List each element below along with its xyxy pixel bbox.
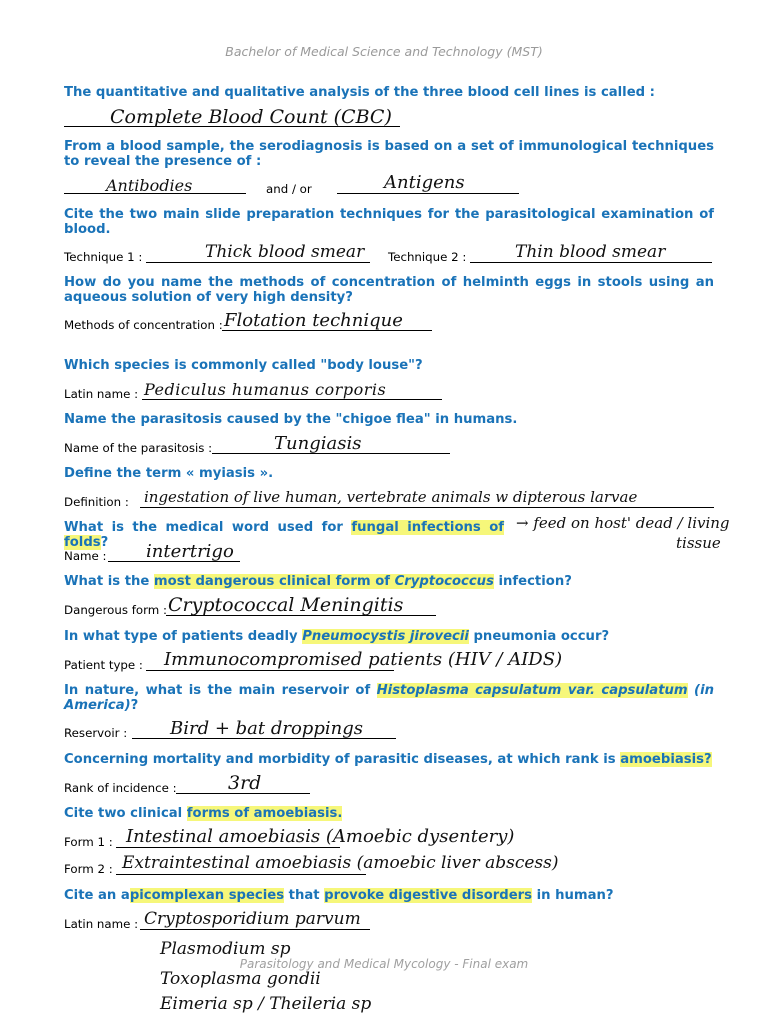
patient-type-label: Patient type : bbox=[64, 658, 143, 672]
handwritten-answer: Antigens bbox=[384, 172, 465, 193]
question-11: In nature, what is the main reservoir of Histoplasma capsulatum var. capsulatum (in America)? bbox=[64, 683, 714, 713]
question-2: From a blood sample, the serodiagnosis is based on a set of immunological techniques to reveal the presence of : bbox=[64, 139, 714, 169]
handwritten-answer: Complete Blood Count (CBC) bbox=[110, 106, 392, 128]
handwritten-answer: intertrigo bbox=[146, 541, 234, 562]
question-7: Define the term « myiasis ». bbox=[64, 466, 274, 481]
rank-label: Rank of incidence : bbox=[64, 781, 177, 795]
handwritten-answer: Thick blood smear bbox=[205, 242, 365, 262]
handwritten-answer: 3rd bbox=[228, 772, 262, 794]
dangerous-form-label: Dangerous form : bbox=[64, 603, 167, 617]
handwritten-answer: Cryptococcal Meningitis bbox=[168, 594, 404, 616]
name-label: Name : bbox=[64, 549, 107, 563]
form-1-label: Form 1 : bbox=[64, 835, 113, 849]
question-5: Which species is commonly called "body louse"? bbox=[64, 358, 423, 373]
technique-1-label: Technique 1 : bbox=[64, 250, 143, 264]
question-3: Cite the two main slide preparation techniques for the parasitological examination of blood. bbox=[64, 207, 714, 237]
handwritten-answer: Extraintestinal amoebiasis (amoebic liver abscess) bbox=[122, 853, 559, 873]
reservoir-label: Reservoir : bbox=[64, 726, 128, 740]
answer-line bbox=[116, 874, 366, 875]
question-13: Cite two clinical forms of amoebiasis. bbox=[64, 806, 343, 821]
handwritten-answer: Intestinal amoebiasis (Amoebic dysentery) bbox=[126, 826, 515, 847]
handwritten-answer: ingestation of live human, vertebrate animals w dipterous larvae bbox=[144, 488, 638, 506]
page-footer: Parasitology and Medical Mycology - Final exam bbox=[239, 957, 529, 971]
handwritten-answer: Toxoplasma gondii bbox=[160, 969, 321, 989]
question-10: In what type of patients deadly Pneumocystis jirovecii pneumonia occur? bbox=[64, 629, 610, 644]
handwritten-answer-continued: → feed on host' dead / living bbox=[516, 514, 730, 532]
handwritten-answer: Pediculus humanus corporis bbox=[144, 380, 387, 399]
question-9: What is the most dangerous clinical form of Cryptococcus infection? bbox=[64, 574, 572, 589]
handwritten-answer: Tungiasis bbox=[274, 433, 362, 454]
answer-line bbox=[146, 262, 370, 263]
form-2-label: Form 2 : bbox=[64, 862, 113, 876]
handwritten-answer: Immunocompromised patients (HIV / AIDS) bbox=[164, 649, 563, 670]
question-8: What is the medical word used for fungal infections of folds? bbox=[64, 520, 504, 550]
handwritten-answer-continued: tissue bbox=[676, 534, 721, 552]
question-6: Name the parasitosis caused by the "chigoe flea" in humans. bbox=[64, 412, 518, 427]
answer-line bbox=[146, 670, 394, 671]
handwritten-answer: Thin blood smear bbox=[515, 242, 666, 262]
answer-line bbox=[470, 262, 712, 263]
parasitosis-label: Name of the parasitosis : bbox=[64, 441, 213, 455]
answer-line bbox=[140, 929, 370, 930]
question-4: How do you name the methods of concentration of helminth eggs in stools using an aqueous solution of very high density? bbox=[64, 275, 714, 305]
answer-line bbox=[142, 399, 442, 400]
handwritten-answer: Bird + bat droppings bbox=[170, 718, 363, 739]
answer-line bbox=[116, 847, 340, 848]
page-header: Bachelor of Medical Science and Technology (MST) bbox=[225, 44, 543, 59]
handwritten-answer: Antibodies bbox=[106, 176, 193, 195]
methods-label: Methods of concentration : bbox=[64, 318, 223, 332]
technique-2-label: Technique 2 : bbox=[388, 250, 467, 264]
question-12: Concerning mortality and morbidity of parasitic diseases, at which rank is amoebiasis? bbox=[64, 752, 712, 767]
handwritten-answer: Eimeria sp / Theileria sp bbox=[160, 994, 372, 1014]
handwritten-answer: Flotation technique bbox=[224, 310, 403, 331]
definition-label: Definition : bbox=[64, 495, 129, 509]
answer-line bbox=[140, 507, 714, 508]
question-14: Cite an apicomplexan species that provoke digestive disorders in human? bbox=[64, 888, 614, 903]
answer-line bbox=[337, 193, 519, 194]
and-or-label: and / or bbox=[266, 182, 312, 196]
handwritten-answer: Cryptosporidium parvum bbox=[144, 909, 361, 929]
handwritten-answer: Plasmodium sp bbox=[160, 939, 291, 959]
latin-name-label: Latin name : bbox=[64, 917, 139, 931]
latin-name-label: Latin name : bbox=[64, 387, 139, 401]
question-1: The quantitative and qualitative analysis of the three blood cell lines is called : bbox=[64, 85, 655, 100]
